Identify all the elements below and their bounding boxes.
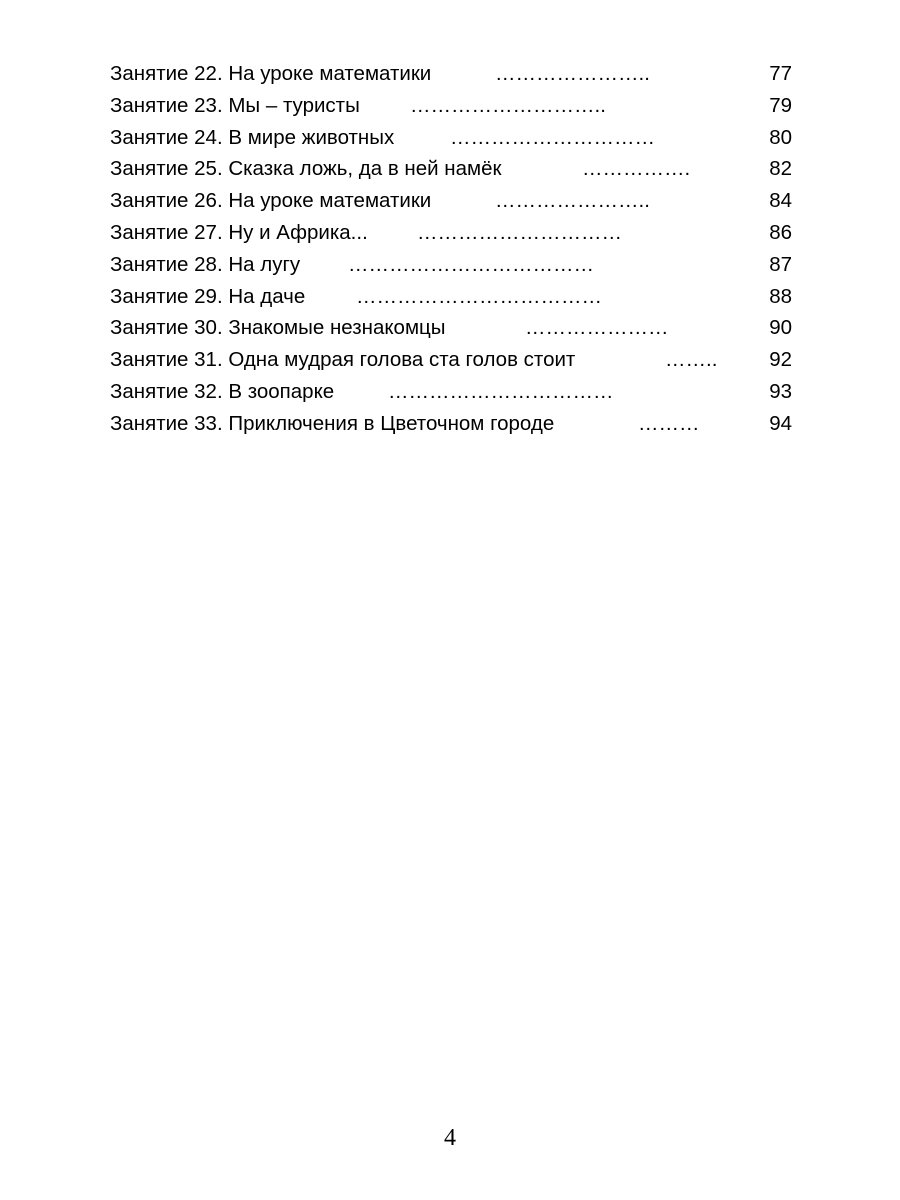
toc-entry-leader: ………………………………	[356, 284, 602, 308]
toc-entry	[110, 90, 792, 122]
toc-entry	[110, 281, 792, 313]
toc-entry-page: 86	[769, 220, 792, 244]
toc-entry-title: Занятие 27. Ну и Африка...	[110, 220, 368, 244]
toc-entry-page: 90	[769, 316, 792, 340]
toc-entry-title: Занятие 22. На уроке математики	[110, 62, 432, 85]
toc-entry	[110, 249, 792, 281]
table-of-contents	[110, 58, 792, 440]
toc-entry-title: Занятие 28. На лугу	[110, 252, 301, 276]
toc-entry	[110, 312, 792, 344]
toc-entry-leader: ………………………………	[348, 252, 594, 276]
toc-entry-title: Занятие 32. В зоопарке	[110, 379, 335, 403]
toc-entry-title: Занятие 30. Знакомые незнакомцы	[110, 316, 446, 340]
toc-entry-leader: ……..	[665, 348, 718, 372]
toc-entry-page: 80	[769, 125, 792, 149]
toc-entry-page: 82	[769, 157, 792, 181]
toc-entry-leader: ……………………………	[388, 379, 614, 403]
toc-entry-page: 88	[769, 284, 792, 308]
toc-entry	[110, 185, 792, 217]
toc-entry	[110, 217, 792, 249]
toc-entry-leader: ………………………..	[410, 93, 606, 117]
toc-entry-leader: …………………………	[417, 220, 622, 244]
toc-entry	[110, 58, 792, 90]
toc-entry-leader: …………………..	[495, 62, 650, 85]
toc-entry	[110, 153, 792, 185]
toc-entry-page: 92	[769, 348, 792, 372]
toc-entry	[110, 376, 792, 408]
toc-entry-page: 94	[769, 411, 792, 435]
toc-entry-leader: …………….	[582, 157, 691, 181]
toc-entry-page: 79	[769, 93, 792, 117]
toc-entry-title: Занятие 23. Мы – туристы	[110, 93, 360, 117]
toc-entry-leader: …………………………	[450, 125, 655, 149]
page-number: 4	[444, 1125, 456, 1151]
toc-entry	[110, 344, 792, 376]
toc-entry-title: Занятие 31. Одна мудрая голова ста голов стоит	[110, 348, 576, 372]
toc-entry-page: 87	[769, 252, 792, 276]
toc-entry-title: Занятие 33. Приключения в Цветочном городе	[110, 411, 555, 435]
toc-entry-leader: ………	[638, 411, 700, 435]
toc-entry-title: Занятие 25. Сказка ложь, да в ней намёк	[110, 157, 502, 181]
toc-entry-title: Занятие 24. В мире животных	[110, 125, 395, 149]
toc-entry-page: 77	[769, 62, 792, 85]
toc-entry-leader: …………………	[525, 316, 669, 340]
toc-entry-title: Занятие 29. На даче	[110, 284, 306, 308]
toc-entry-leader: …………………..	[495, 189, 650, 213]
toc-entry	[110, 122, 792, 154]
toc-entry-title: Занятие 26. На уроке математики	[110, 189, 432, 213]
toc-entry-page: 93	[769, 379, 792, 403]
toc-entry-page: 84	[769, 189, 792, 213]
toc-entry	[110, 408, 792, 440]
